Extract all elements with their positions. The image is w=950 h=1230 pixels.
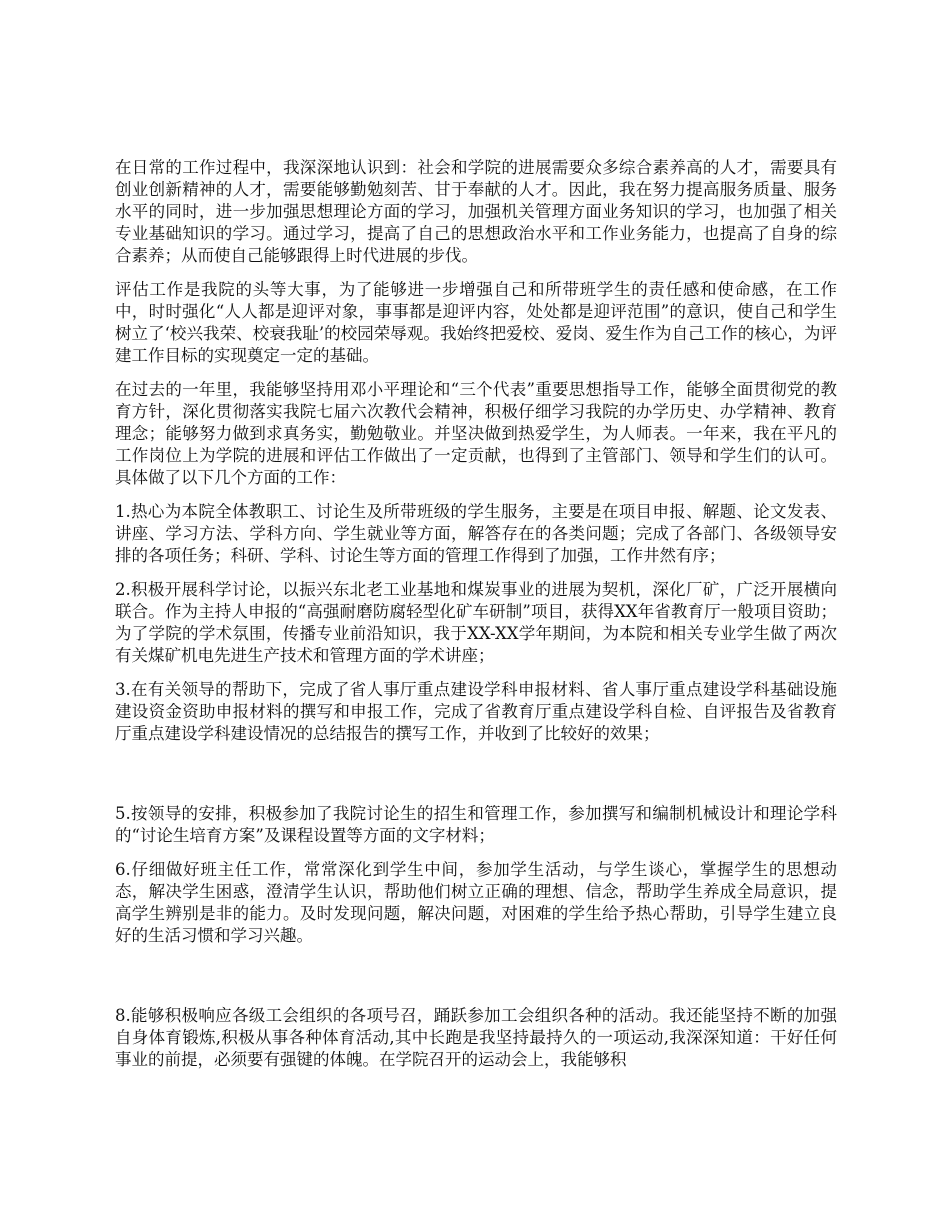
paragraph-item-8: 8.能够积极响应各级工会组织的各项号召，踊跃参加工会组织各种的活动。我还能坚持不断的加强自身体育锻炼,积极从事各种体育活动,其中长跑是我坚持最持久的一项运动,我深深知道：干好任何事业的前提，必须要有强键的体魄。在学院召开的运动会上，我能够积 [115, 1006, 837, 1069]
paragraph-item-6: 6.仔细做好班主任工作，常常深化到学生中间，参加学生活动，与学生谈心，掌握学生的思想动态，解决学生困惑，澄清学生认识，帮助他们树立正确的理想、信念，帮助学生养成全局意识，提高学生辨别是非的能力。及时发现问题，解决问题，对困难的学生给予热心帮助，引导学生建立良好的生活习惯和学习兴趣。 [115, 860, 837, 945]
paragraph-item-1: 1.热心为本院全体教职工、讨论生及所带班级的学生服务，主要是在项目申报、解题、论文发表、讲座、学习方法、学科方向、学生就业等方面，解答存在的各类问题；完成了各部门、各级领导安排的各项任务；科研、学科、讨论生等方面的管理工作得到了加强，工作井然有序； [115, 502, 837, 565]
paragraph-intro: 在日常的工作过程中，我深深地认识到：社会和学院的进展需要众多综合素养高的人才，需要具有创业创新精神的人才，需要能够勤勉刻苦、甘于奉献的人才。因此，我在努力提高服务质量、服务水平的同时，进一步加强思想理论方面的学习，加强机关管理方面业务知识的学习，也加强了相关专业基础知识的学习。通过学习，提高了自己的思想政治水平和工作业务能力，也提高了自身的综合素养；从而使自己能够跟得上时代进展的步伐。 [115, 158, 837, 265]
paragraph-item-2: 2.积极开展科学讨论，以振兴东北老工业基地和煤炭事业的进展为契机，深化厂矿，广泛开展横向联合。作为主持人申报的“高强耐磨防腐轻型化矿车研制”项目，获得XX年省教育厅一般项目资助；为了学院的学术氛围，传播专业前沿知识，我于XX-XX学年期间，为本院和相关专业学生做了两次有关煤矿机电先进生产技术和管理方面的学术讲座； [115, 580, 837, 665]
paragraph-past-year: 在过去的一年里，我能够坚持用邓小平理论和“三个代表”重要思想指导工作，能够全面贯彻党的教育方针，深化贯彻落实我院七届六次教代会精神，积极仔细学习我院的办学历史、办学精神、教育理念；能够努力做到求真务实，勤勉敬业。并坚决做到热爱学生，为人师表。一年来，我在平凡的工作岗位上为学院的进展和评估工作做出了一定贡献，也得到了主管部门、领导和学生们的认可。具体做了以下几个方面的工作： [115, 380, 837, 487]
blank-gap [115, 959, 837, 1005]
document-body [115, 157, 837, 1083]
paragraph-item-5: 5.按领导的安排，积极参加了我院讨论生的招生和管理工作，参加撰写和编制机械设计和理论学科的“讨论生培育方案”及课程设置等方面的文字材料； [115, 804, 837, 845]
blank-gap [115, 757, 837, 803]
paragraph-item-3: 3.在有关领导的帮助下，完成了省人事厅重点建设学科申报材料、省人事厅重点建设学科基础设施建设资金资助申报材料的撰写和申报工作，完成了省教育厅重点建设学科自检、自评报告及省教育厅重点建设学科建设情况的总结报告的撰写工作，并收到了比较好的效果； [115, 680, 837, 743]
paragraph-evaluation: 评估工作是我院的头等大事，为了能够进一步增强自己和所带班学生的责任感和使命感，在工作中，时时强化“人人都是迎评对象，事事都是迎评内容，处处都是迎评范围”的意识，使自己和学生树立了‘校兴我荣、校衰我耻’的校园荣辱观。我始终把爱校、爱岗、爱生作为自己工作的核心，为评建工作目标的实现奠定一定的基础。 [115, 280, 837, 365]
